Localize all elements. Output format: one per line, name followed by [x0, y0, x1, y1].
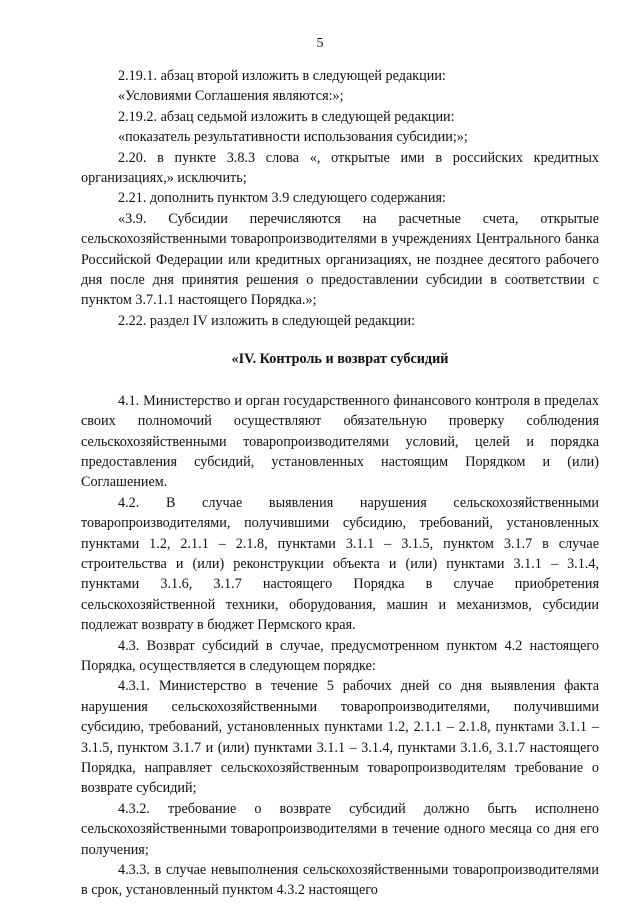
- paragraph-2-21: 2.21. дополнить пунктом 3.9 следующего содержания:: [118, 190, 446, 207]
- paragraph-4-3: 4.3. Возврат субсидий в случае, предусмотренном пунктом 4.2 настоящего Порядка, осуществляется в следующем порядке:: [81, 637, 599, 674]
- paragraph-3-9: «3.9. Субсидии перечисляются на расчетные счета, открытые сельскохозяйственными товаропроизводителями в учреждениях Центрального банка Российской Федерации или кредитных организациях, не позднее десятого рабочего дня после дня принятия решения о предоставлении субсидии в соответствии с пунктом 3.7.1.1 настоящего Порядка.»;: [81, 210, 599, 309]
- paragraph-4-1: 4.1. Министерство и орган государственного финансового контроля в пределах своих полномочий осуществляют обязательную проверку соблюдения сельскохозяйственными товаропроизводителями условий, целей и порядка предоставления субсидий, установленных настоящим Порядком и (или) Соглашением.: [81, 392, 599, 491]
- paragraph-2-19-2: 2.19.2. абзац седьмой изложить в следующей редакции:: [118, 108, 455, 125]
- paragraph-quote-indicator: «показатель результативности использования субсидии;»;: [118, 129, 468, 146]
- paragraph-2-20: 2.20. в пункте 3.8.3 слова «, открытые ими в российских кредитных организациях,» исключить;: [81, 149, 599, 187]
- paragraph-quote-conditions: «Условиями Соглашения являются:»;: [118, 88, 344, 105]
- document-body: [81, 66, 599, 901]
- paragraph-4-3-1: 4.3.1. Министерство в течение 5 рабочих дней со дня выявления факта нарушения сельскохозяйственными товаропроизводителями, получившими субсидию, требований, установленных пунктами 1.2, 2.1.1 – 2.1.8, пунктами 3.1.1 – 3.1.5, пунктом 3.1.7 и (или) пунктами 3.1.1 – 3.1.4, пунктами 3.1.6, 3.1.7 настоящего Порядка, направляет сельскохозяйственным товаропроизводителям требование о возврате субсидий;: [81, 678, 599, 797]
- paragraph-4-3-3: 4.3.3. в случае невыполнения сельскохозяйственными товаропроизводителями в срок, установленный пунктом 4.3.2 настоящего: [81, 862, 599, 899]
- paragraph-2-19-1: 2.19.1. абзац второй изложить в следующей редакции:: [118, 68, 446, 84]
- section-heading: «IV. Контроль и возврат субсидий: [231, 351, 449, 368]
- paragraph-2-22: 2.22. раздел IV изложить в следующей редакции:: [118, 312, 416, 329]
- page-number: 5: [316, 36, 324, 51]
- paragraph-4-2: 4.2. В случае выявления нарушения сельскохозяйственными товаропроизводителями, получившими субсидию, требований, установленных пунктами 1.2, 2.1.1 – 2.1.8, пунктами 3.1.1 – 3.1.5, пунктом 3.1.7 в случае строительства и (или) реконструкции объекта и (или) пунктами 3.1.1 – 3.1.4, пунктами 3.1.6, 3.1.7 настоящего Порядка в случае приобретения сельскохозяйственной техники, оборудования, машин и механизмов, субсидии подлежат возврату в бюджет Пермского края.: [81, 494, 599, 634]
- paragraph-4-3-2: 4.3.2. требование о возврате субсидий должно быть исполнено сельскохозяйственными товаропроизводителями в течение одного месяца со дня его получения;: [81, 800, 599, 858]
